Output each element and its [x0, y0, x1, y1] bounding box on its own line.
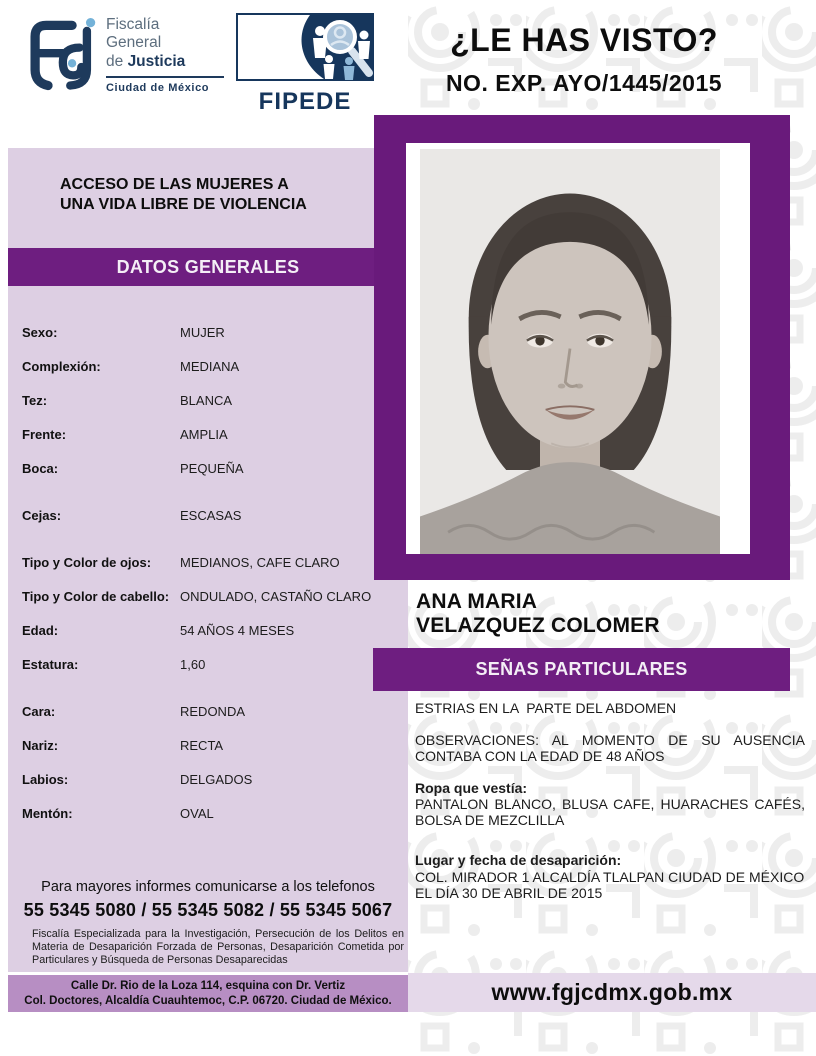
phone-numbers: 55 5345 5080 / 55 5345 5082 / 55 5345 5067 [23, 900, 393, 921]
fgj-name-line1: Fiscalía [106, 16, 160, 34]
fgj-monogram-icon [24, 13, 98, 97]
field-row-edad [22, 613, 402, 647]
field-row-boca [22, 451, 402, 485]
section-header-senas-particulares [373, 648, 790, 691]
field-row-cabello [22, 579, 402, 613]
field-value: OVAL [180, 805, 214, 821]
fgj-city: Ciudad de México [106, 81, 210, 94]
field-label: Frente: [22, 426, 67, 442]
website-strip [408, 973, 816, 1012]
disappearance-label: Lugar y fecha de desaparición: [415, 852, 622, 869]
address-bar [8, 975, 408, 1012]
field-value: ESCASAS [180, 507, 242, 523]
magnifier-icon [325, 22, 355, 52]
field-value: PEQUEÑA [180, 460, 244, 476]
observations: OBSERVACIONES: AL MOMENTO DE SU AUSENCIA CONTABA CON LA EDAD DE 48 AÑOS [415, 732, 805, 765]
field-value: ONDULADO, CASTAÑO CLARO [180, 588, 372, 604]
person-name-block [408, 580, 790, 648]
fgj-logo-text [106, 16, 224, 94]
field-row-complexion [22, 349, 402, 383]
clothing-value: PANTALON BLANCO, BLUSA CAFE, HUARACHES CAFÉS, BOLSA DE MEZCLILLA [415, 795, 805, 829]
field-row-tez [22, 383, 402, 417]
field-value: MEDIANA [180, 358, 240, 374]
section-header-datos-generales [8, 248, 408, 286]
field-label: Edad: [22, 622, 59, 638]
field-row-sexo [22, 315, 402, 349]
field-row-estatura [22, 647, 402, 681]
field-value: MEDIANOS, CAFE CLARO [180, 554, 340, 570]
address-line2: Col. Doctores, Alcaldía Cuauhtemoc, C.P. 06720. Ciudad de México. [24, 994, 392, 1007]
field-row-ojos [22, 545, 402, 579]
field-label: Mentón: [22, 805, 73, 821]
field-row-frente [22, 417, 402, 451]
field-label: Estatura: [22, 656, 79, 672]
senas-content [408, 691, 810, 901]
senas-particulares-title: SEÑAS PARTICULARES [475, 659, 688, 679]
case-number: NO. EXP. AYO/1445/2015 [445, 70, 723, 96]
person-name-line1: ANA MARIA [416, 590, 538, 614]
field-value: BLANCA [180, 392, 233, 408]
fipede-label: FIPEDE [258, 88, 352, 115]
field-value: AMPLIA [180, 426, 228, 442]
field-value: RECTA [180, 737, 224, 753]
photo-frame [374, 115, 790, 580]
field-value: MUJER [180, 324, 225, 340]
agency-description: Fiscalía Especializada para la Investigación, Persecución de los Delitos en Materia de Desaparición Forzada de Personas, Desaparición Cometida por Particulares y Búsqueda de Personas Desaparecidas [32, 928, 404, 967]
field-value: DELGADOS [180, 771, 253, 787]
fgj-name-line3: de Justicia [106, 52, 186, 70]
field-row-nariz [22, 728, 402, 762]
field-label: Labios: [22, 771, 69, 787]
field-value: 54 AÑOS 4 MESES [180, 622, 295, 638]
title-block [400, 22, 768, 97]
field-label: Sexo: [22, 324, 58, 340]
field-value: 1,60 [180, 656, 206, 672]
address-line1: Calle Dr. Rio de la Loza 114, esquina con Dr. Vertiz [70, 979, 346, 992]
person-icon-blue [344, 57, 355, 80]
field-label: Tez: [22, 392, 48, 408]
photo-inner [406, 143, 750, 554]
datos-generales-panel [8, 148, 408, 972]
person-name-line2: VELAZQUEZ COLOMER [416, 614, 660, 637]
general-data-fields [22, 315, 402, 830]
disappearance-value: COL. MIRADOR 1 ALCALDÍA TLALPAN CIUDAD DE MÉXICO EL DÍA 30 DE ABRIL DE 2015 [415, 868, 805, 901]
field-label: Cara: [22, 703, 56, 719]
fipede-emblem-icon [236, 13, 374, 81]
fgj-rule [106, 76, 224, 78]
field-row-menton [22, 796, 402, 830]
contact-intro: Para mayores informes comunicarse a los telefonos [41, 879, 375, 896]
field-label: Tipo y Color de cabello: [22, 588, 170, 604]
field-row-cejas [22, 498, 402, 532]
field-label: Nariz: [22, 737, 59, 753]
program-banner: ACCESO DE LAS MUJERES A UNA VIDA LIBRE DE VIOLENCIA [60, 176, 307, 213]
datos-generales-title: DATOS GENERALES [116, 256, 300, 277]
field-label: Cejas: [22, 507, 62, 523]
field-label: Complexión: [22, 358, 101, 374]
field-row-labios [22, 762, 402, 796]
fipede-logo [236, 13, 374, 116]
fgj-name-line2: General [106, 34, 162, 52]
contact-block [8, 879, 408, 967]
field-label: Boca: [22, 460, 59, 476]
field-label: Tipo y Color de ojos: [22, 554, 152, 570]
fgj-logo [24, 10, 224, 100]
field-value: REDONDA [180, 703, 246, 719]
distinguishing-marks: ESTRIAS EN LA PARTE DEL ABDOMEN [415, 700, 677, 716]
page-title: ¿LE HAS VISTO? [450, 22, 718, 58]
person-portrait-photo [420, 149, 720, 554]
clothing-label: Ropa que vestía: [415, 779, 528, 796]
field-row-cara [22, 694, 402, 728]
website-url[interactable]: www.fgjcdmx.gob.mx [491, 979, 733, 1005]
